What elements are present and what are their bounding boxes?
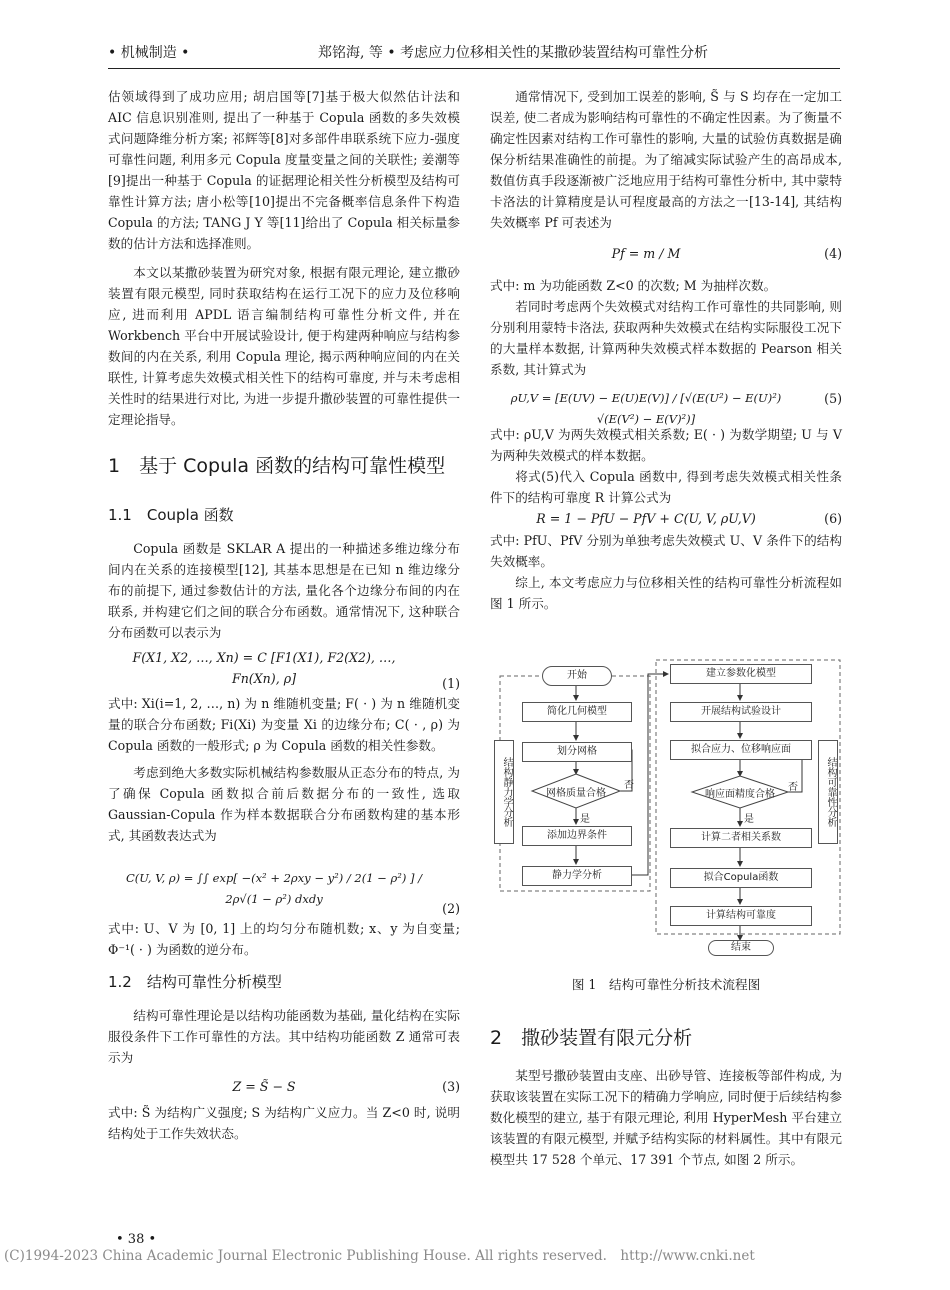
paragraph: 某型号撒砂装置由支座、出砂导管、连接板等部件构成, 为获取该装置在实际工况下的精确力学响应, 同时便于后续结构参数化模型的建立, 基于有限元理论, 利用 HyperMesh 平台建立该装置的有限元模型, 并赋予结构实际的材料属性。其中有限元模型共 17 528 个单元、17 391 个节点, 如图 2 所示。 <box>490 1068 842 1167</box>
running-header <box>108 42 840 64</box>
flow-start: 开始 <box>542 666 612 686</box>
paragraph: 式中: U、V 为 [0, 1] 上的均匀分布随机数; x、y 为自变量; Φ⁻¹( · ) 为函数的逆分布。 <box>108 921 460 957</box>
flow-yes-label: 是 <box>580 814 590 825</box>
paragraph: 通常情况下, 受到加工误差的影响, S̃ 与 S 均存在一定加工误差, 使二者成为影响结构可靠性的不确定性因素。为了衡量不确定性因素对结构工作可靠性的影响, 大量的试验仿真数据是确保分析结果准确性的前提。为了缩减实际试验产生的高昂成本, 数值仿真手段逐渐被广泛地应用于结构可靠性分析中, 其中蒙特卡洛法的计算精度是认可程度最高的方法之一[13-14], 其结构失效概率 Pf 可表述为 <box>490 89 842 230</box>
flow-step: 建立参数化模型 <box>670 664 812 684</box>
flow-step: 静力学分析 <box>522 866 632 886</box>
flow-step: 开展结构试验设计 <box>670 702 812 722</box>
flow-step: 拟合应力、位移响应面 <box>670 740 812 760</box>
equation-body: F(X1, X2, …, Xn) = C [F1(X1), F2(X2), …, Fn(Xn), ρ] <box>132 650 396 686</box>
equation-number: (4) <box>824 246 842 261</box>
equation-1 <box>108 647 460 686</box>
group-label-static: 结构静力学分析 <box>494 740 514 844</box>
flow-end: 结束 <box>708 940 774 956</box>
page-number: • 38 • <box>116 1232 157 1247</box>
flow-step: 计算二者相关系数 <box>670 828 812 848</box>
equation-number: (3) <box>442 1079 460 1094</box>
header-rule <box>108 68 840 69</box>
copyright-footer: (C)1994-2023 China Academic Journal Electronic Publishing House. All rights reserved. http://www.cnki.net <box>4 1248 755 1264</box>
flow-decision-label: 响应面精度合格 <box>705 789 775 800</box>
equation-body: C(U, V, ρ) = ∫∫ exp[ −(x² + 2ρxy − y²) / 2(1 − ρ²) ] / 2ρ√(1 − ρ²) dxdy <box>125 871 422 906</box>
right-column-section-2 <box>490 1028 842 1170</box>
article-running-title: 郑铭海, 等 • 考虑应力位移相关性的某撒砂装置结构可靠性分析 <box>318 45 709 61</box>
flow-step: 划分网格 <box>522 742 632 762</box>
equation-body: ρU,V = [E(UV) − E(U)E(V)] / [√(E(U²) − E(U)²) √(E(V²) − E(V)²)] <box>510 391 782 426</box>
flow-step: 计算结构可靠度 <box>670 906 812 926</box>
flow-decision-label: 网格质量合格 <box>546 788 606 799</box>
paragraph: 式中: PfU、PfV 分别为单独考虑失效模式 U、V 条件下的结构失效概率。 <box>490 533 842 569</box>
paragraph: 考虑到绝大多数实际机械结构参数服从正态分布的特点, 为了确保 Copula 函数拟合前后数据分布的一致性, 选取 Gaussian-Copula 作为样本数据联合分布函数构建的基本形式, 其函数表达式为 <box>108 765 460 843</box>
paragraph: Copula 函数是 SKLAR A 提出的一种描述多维边缘分布间内在关系的连接模型[12], 其基本思想是在已知 n 维边缘分布的前提下, 通过参数估计的方法, 量化各个边缘分布间的内在联系, 并构建它们之间的联合分布函数。通常情况下, 这种联合分布函数可以表示为 <box>108 541 460 640</box>
paragraph: 式中: m 为功能函数 Z<0 的次数; M 为抽样次数。 <box>490 278 777 293</box>
paragraph: 综上, 本文考虑应力与位移相关性的结构可靠性分析流程如图 1 所示。 <box>490 575 842 611</box>
section-heading: 1 基于 Copula 函数的结构可靠性模型 <box>108 455 446 477</box>
equation-number: (6) <box>824 511 842 526</box>
paragraph: 式中: Xi(i=1, 2, …, n) 为 n 维随机变量; F( · ) 为 n 维随机变量的联合分布函数; Fi(Xi) 为变量 Xi 的边缘分布; C( · , ρ) 为 Copula 函数的一般形式; ρ 为 Copula 函数的相关性参数。 <box>108 696 460 753</box>
left-column <box>108 86 460 1144</box>
equation-5 <box>490 388 842 424</box>
equation-body: Pf = m / M <box>611 246 681 261</box>
paragraph: 结构可靠性理论是以结构功能函数为基础, 量化结构在实际服役条件下工作可靠性的方法。其中结构功能函数 Z 通常可表示为 <box>108 1008 460 1065</box>
equation-body: Z = S̃ − S <box>232 1079 296 1094</box>
paragraph: 式中: ρU,V 为两失效模式相关系数; E( · ) 为数学期望; U 与 V 为两种失效模式的样本数据。 <box>490 427 842 463</box>
subsection-heading: 1.1 Coupla 函数 <box>108 506 234 524</box>
flow-yes-label: 是 <box>744 814 754 825</box>
flow-no-label: 否 <box>624 780 634 791</box>
right-column <box>490 86 842 614</box>
equation-body: R = 1 − PfU − PfV + C(U, V, ρU,V) <box>536 511 756 526</box>
equation-3 <box>108 1076 460 1102</box>
subsection-heading: 1.2 结构可靠性分析模型 <box>108 973 282 991</box>
equation-number: (1) <box>442 676 460 691</box>
journal-name: • 机械制造 • <box>108 45 190 61</box>
figure-caption: 图 1 结构可靠性分析技术流程图 <box>571 977 761 992</box>
paragraph: 式中: S̃ 为结构广义强度; S 为结构广义应力。当 Z<0 时, 说明结构处于工作失效状态。 <box>108 1105 460 1141</box>
figure-1-flowchart <box>492 656 842 956</box>
flow-step: 简化几何模型 <box>522 702 632 722</box>
paragraph: 若同时考虑两个失效模式对结构工作可靠性的共同影响, 则分别利用蒙特卡洛法, 获取两种失效模式在结构实际服役工况下的大量样本数据, 计算两种失效模式样本数据的 Pearson 相关系数, 其计算式为 <box>490 299 842 377</box>
equation-2 <box>108 854 460 910</box>
paragraph: 估领域得到了成功应用; 胡启国等[7]基于极大似然估计法和 AIC 信息识别准则, 提出了一种基于 Copula 函数的多失效模式问题降维分析方案; 祁辉等[8]对多部件串联系统下应力-强度可靠性问题, 利用多元 Copula 度量变量之间的关联性; 姜潮等[9]提出一种基于 Copula 的证据理论相关性分析模型及结构可靠性计算方法; 唐小松等[10]提出不完备概率信息条件下构造 Copula 的方法; TANG J Y 等[11]给出了 Copula 相关标量参数的估计方法和选择准则。 <box>108 89 460 251</box>
equation-6 <box>490 508 842 530</box>
group-label-reliability: 结构可靠性分析 <box>818 740 838 844</box>
flow-step: 添加边界条件 <box>522 826 632 846</box>
flow-step: 拟合Copula函数 <box>670 868 812 888</box>
flow-no-label: 否 <box>788 782 798 793</box>
paragraph: 本文以某撒砂装置为研究对象, 根据有限元理论, 建立撒砂装置有限元模型, 同时获取结构在运行工况下的应力及位移响应, 进而利用 APDL 语言编制结构可靠性分析文件, 并在 Workbench 平台中开展试验设计, 便于构建两种响应与结构参数间的内在关系, 利用 Copula 理论, 揭示两种响应间的内在关联性, 计算考虑失效模式相关性下的结构可靠度, 并与未考虑相关性时的结果进行对比, 为进一步提升撒砂装置的可靠性提供一定理论指导。 <box>108 265 460 427</box>
equation-number: (5) <box>824 391 842 406</box>
equation-4 <box>490 243 842 275</box>
equation-number: (2) <box>442 901 460 916</box>
paragraph: 将式(5)代入 Copula 函数中, 得到考虑失效模式相关性条件下的结构可靠度 R 计算公式为 <box>490 469 842 505</box>
section-heading: 2 撒砂装置有限元分析 <box>490 1027 693 1049</box>
